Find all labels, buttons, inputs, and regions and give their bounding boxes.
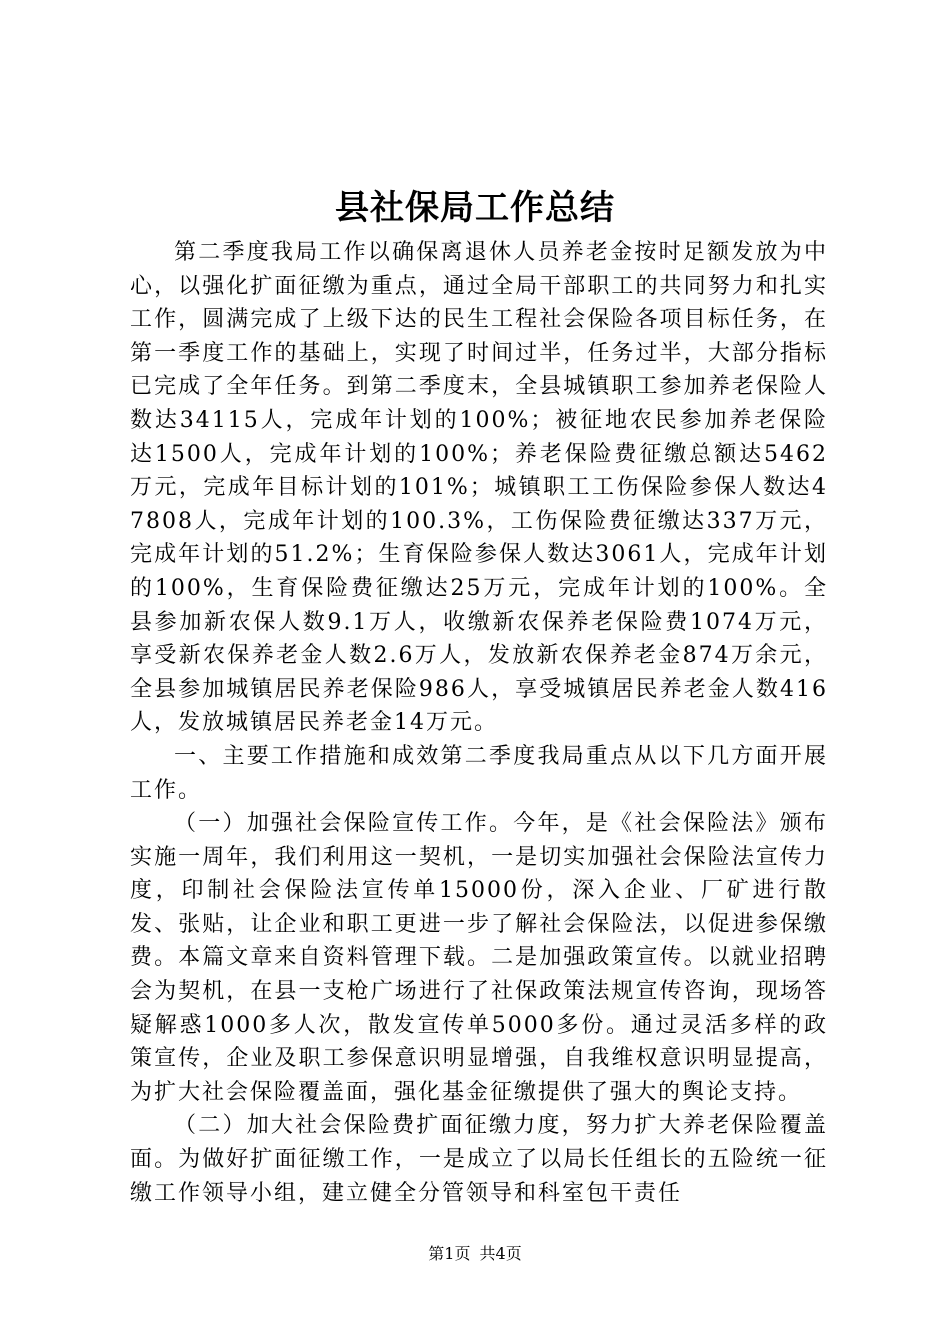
page-number: 第1页 [428,1244,471,1263]
paragraph-publicity: （一）加强社会保险宣传工作。今年，是《社会保险法》颁布实施一周年，我们利用这一契机，一是切实加强社会保险法宣传力度，印制社会保险法宣传单15000份，深入企业、厂矿进行散发、张贴，让企业和职工更进一步了解社会保险法，以促进参保缴费。本篇文章来自资料管理下载。二是加强政策宣传。以就业招聘会为契机，在县一支枪广场进行了社保政策法规宣传咨询，现场答疑解惑1000多人次，散发宣传单5000多份。通过灵活多样的政策宣传，企业及职工参保意识明显增强，自我维权意识明显提高，为扩大社会保险覆盖面，强化基金征缴提供了强大的舆论支持。 [130,811,828,1105]
page-total: 共4页 [479,1244,522,1263]
paragraph-summary: 第二季度我局工作以确保离退休人员养老金按时足额发放为中心，以强化扩面征缴为重点，通过全局干部职工的共同努力和扎实工作，圆满完成了上级下达的民生工程社会保险各项目标任务，在第一季度工作的基础上，实现了时间过半，任务过半，大部分指标已完成了全年任务。到第二季度末，全县城镇职工参加养老保险人数达34115人，完成年计划的100%；被征地农民参加养老保险达1500人，完成年计划的100%；养老保险费征缴总额达5462万元，完成年目标计划的101%；城镇职工工伤保险参保人数达47808人，完成年计划的100.3%，工伤保险费征缴达337万元，完成年计划的51.2%；生育保险参保人数达3061人，完成年计划的100%，生育保险费征缴达25万元，完成年计划的100%。全县参加新农保人数9.1万人，收缴新农保养老保险费1074万元，享受新农保养老金人数2.6万人，发放新农保养老金874万余元，全县参加城镇居民养老保险986人，享受城镇居民养老金人数416人，发放城镇居民养老金14万元。 [130,240,828,736]
document-body [130,236,828,1210]
paragraph-section-one: 一、主要工作措施和成效第二季度我局重点从以下几方面开展工作。 [130,743,828,803]
document-title: 县社保局工作总结 [335,188,615,228]
paragraph-coverage: （二）加大社会保险费扩面征缴力度，努力扩大养老保险覆盖面。为做好扩面征缴工作，一是成立了以局长任组长的五险统一征缴工作领导小组，建立健全分管领导和科室包干责任 [130,1113,828,1206]
page-footer [0,1242,950,1266]
